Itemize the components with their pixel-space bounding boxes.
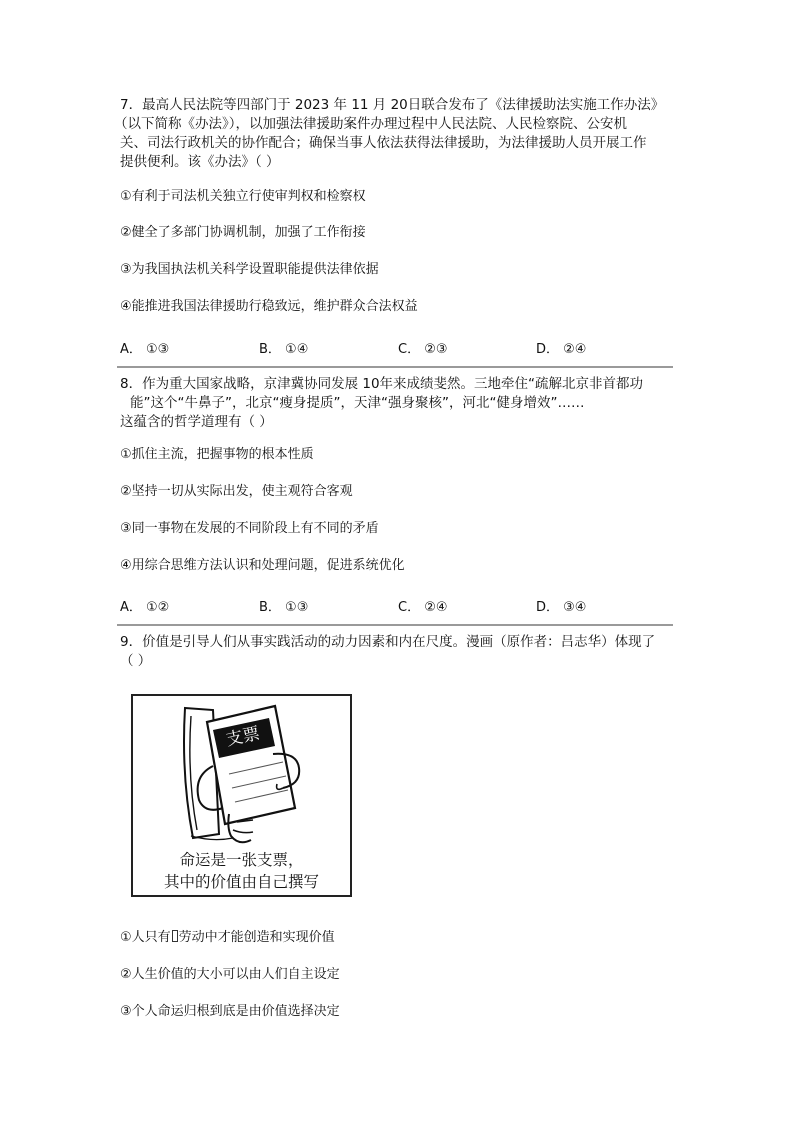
cartoon-caption-line: 其中的价值由自己撰写 (163, 873, 319, 891)
question-8-stem-line: 这蕴含的哲学道理有（ ） (120, 414, 273, 430)
question-8-option-2: ②坚持一切从实际出发，使主观符合客观 (120, 484, 353, 499)
question-7-stem-line: 7．最高人民法院等四部门于 2023 年 11 月 20日联合发布了《法律援助法实施工作办法》 (120, 97, 665, 113)
choice-d[interactable]: D． ②④ (536, 342, 587, 357)
question-7-option-1: ①有利于司法机关独立行使审判权和检察权 (120, 189, 366, 204)
question-8 (120, 375, 675, 615)
cheque-label: 支票 (224, 723, 262, 751)
question-9-stem-line: （ ） (120, 653, 152, 669)
question-8-stem-line: 能”这个“牛鼻子”，北京“瘦身提质”，天津“强身聚核”，河北“健身增效”…… (130, 395, 585, 411)
question-7 (114, 96, 675, 357)
question-7-option-3: ③为我国执法机关科学设置职能提供法律依据 (120, 262, 379, 277)
choice-c[interactable]: C． ②③ (398, 342, 448, 357)
question-7-stem-line: （以下简称《办法》），以加强法律援助案件办理过程中人民法院、人民检察院、公安机 (114, 116, 627, 132)
question-divider (117, 366, 673, 368)
choice-b[interactable]: B． ①④ (259, 342, 309, 357)
question-7-option-2: ②健全了多部门协调机制，加强了工作衔接 (120, 225, 366, 240)
question-7-choices (120, 338, 680, 356)
question-8-choices (120, 596, 680, 614)
missing-glyph-box (172, 930, 178, 942)
question-7-option-4: ④能推进我国法律援助行稳致远，维护群众合法权益 (120, 299, 418, 314)
question-9-option-1-text-b: 劳动中才能创造和实现价值 (178, 930, 335, 945)
choice-a[interactable]: A． ①③ (120, 342, 170, 357)
question-9-stem-line: 9．价值是引导人们从事实践活动的动力因素和内在尺度。漫画（原作者：吕志华）体现了 (120, 634, 656, 650)
question-8-option-3: ③同一事物在发展的不同阶段上有不同的矛盾 (120, 521, 379, 536)
question-8-option-1: ①抓住主流，把握事物的根本性质 (120, 447, 314, 462)
question-9-option-1 (120, 929, 335, 947)
choice-c[interactable]: C． ②④ (398, 600, 448, 615)
cartoon-caption-line: 命运是一张支票， (179, 851, 304, 869)
question-9-option-2: ②人生价值的大小可以由人们自主设定 (120, 967, 340, 982)
choice-d[interactable]: D． ③④ (536, 600, 587, 615)
question-9-option-1-text-a: ①人只有 (120, 930, 171, 945)
question-8-stem-line: 8．作为重大国家战略，京津冀协同发展 10年来成绩斐然。三地牵住“疏解北京非首都功 (120, 376, 644, 392)
question-9-option-3: ③个人命运归根到底是由价值选择决定 (120, 1004, 340, 1019)
question-7-stem-line: 关、司法行政机关的协作配合；确保当事人依法获得法律援助，为法律援助人员开展工作 (120, 135, 647, 151)
cartoon-illustration (131, 694, 352, 897)
question-7-stem-line: 提供便利。该《办法》（ ） (120, 154, 280, 170)
question-divider (117, 624, 673, 626)
question-8-option-4: ④用综合思维方法认识和处理问题，促进系统优化 (120, 558, 405, 573)
choice-a[interactable]: A． ①② (120, 600, 170, 615)
choice-b[interactable]: B． ①③ (259, 600, 309, 615)
question-9 (120, 633, 675, 671)
